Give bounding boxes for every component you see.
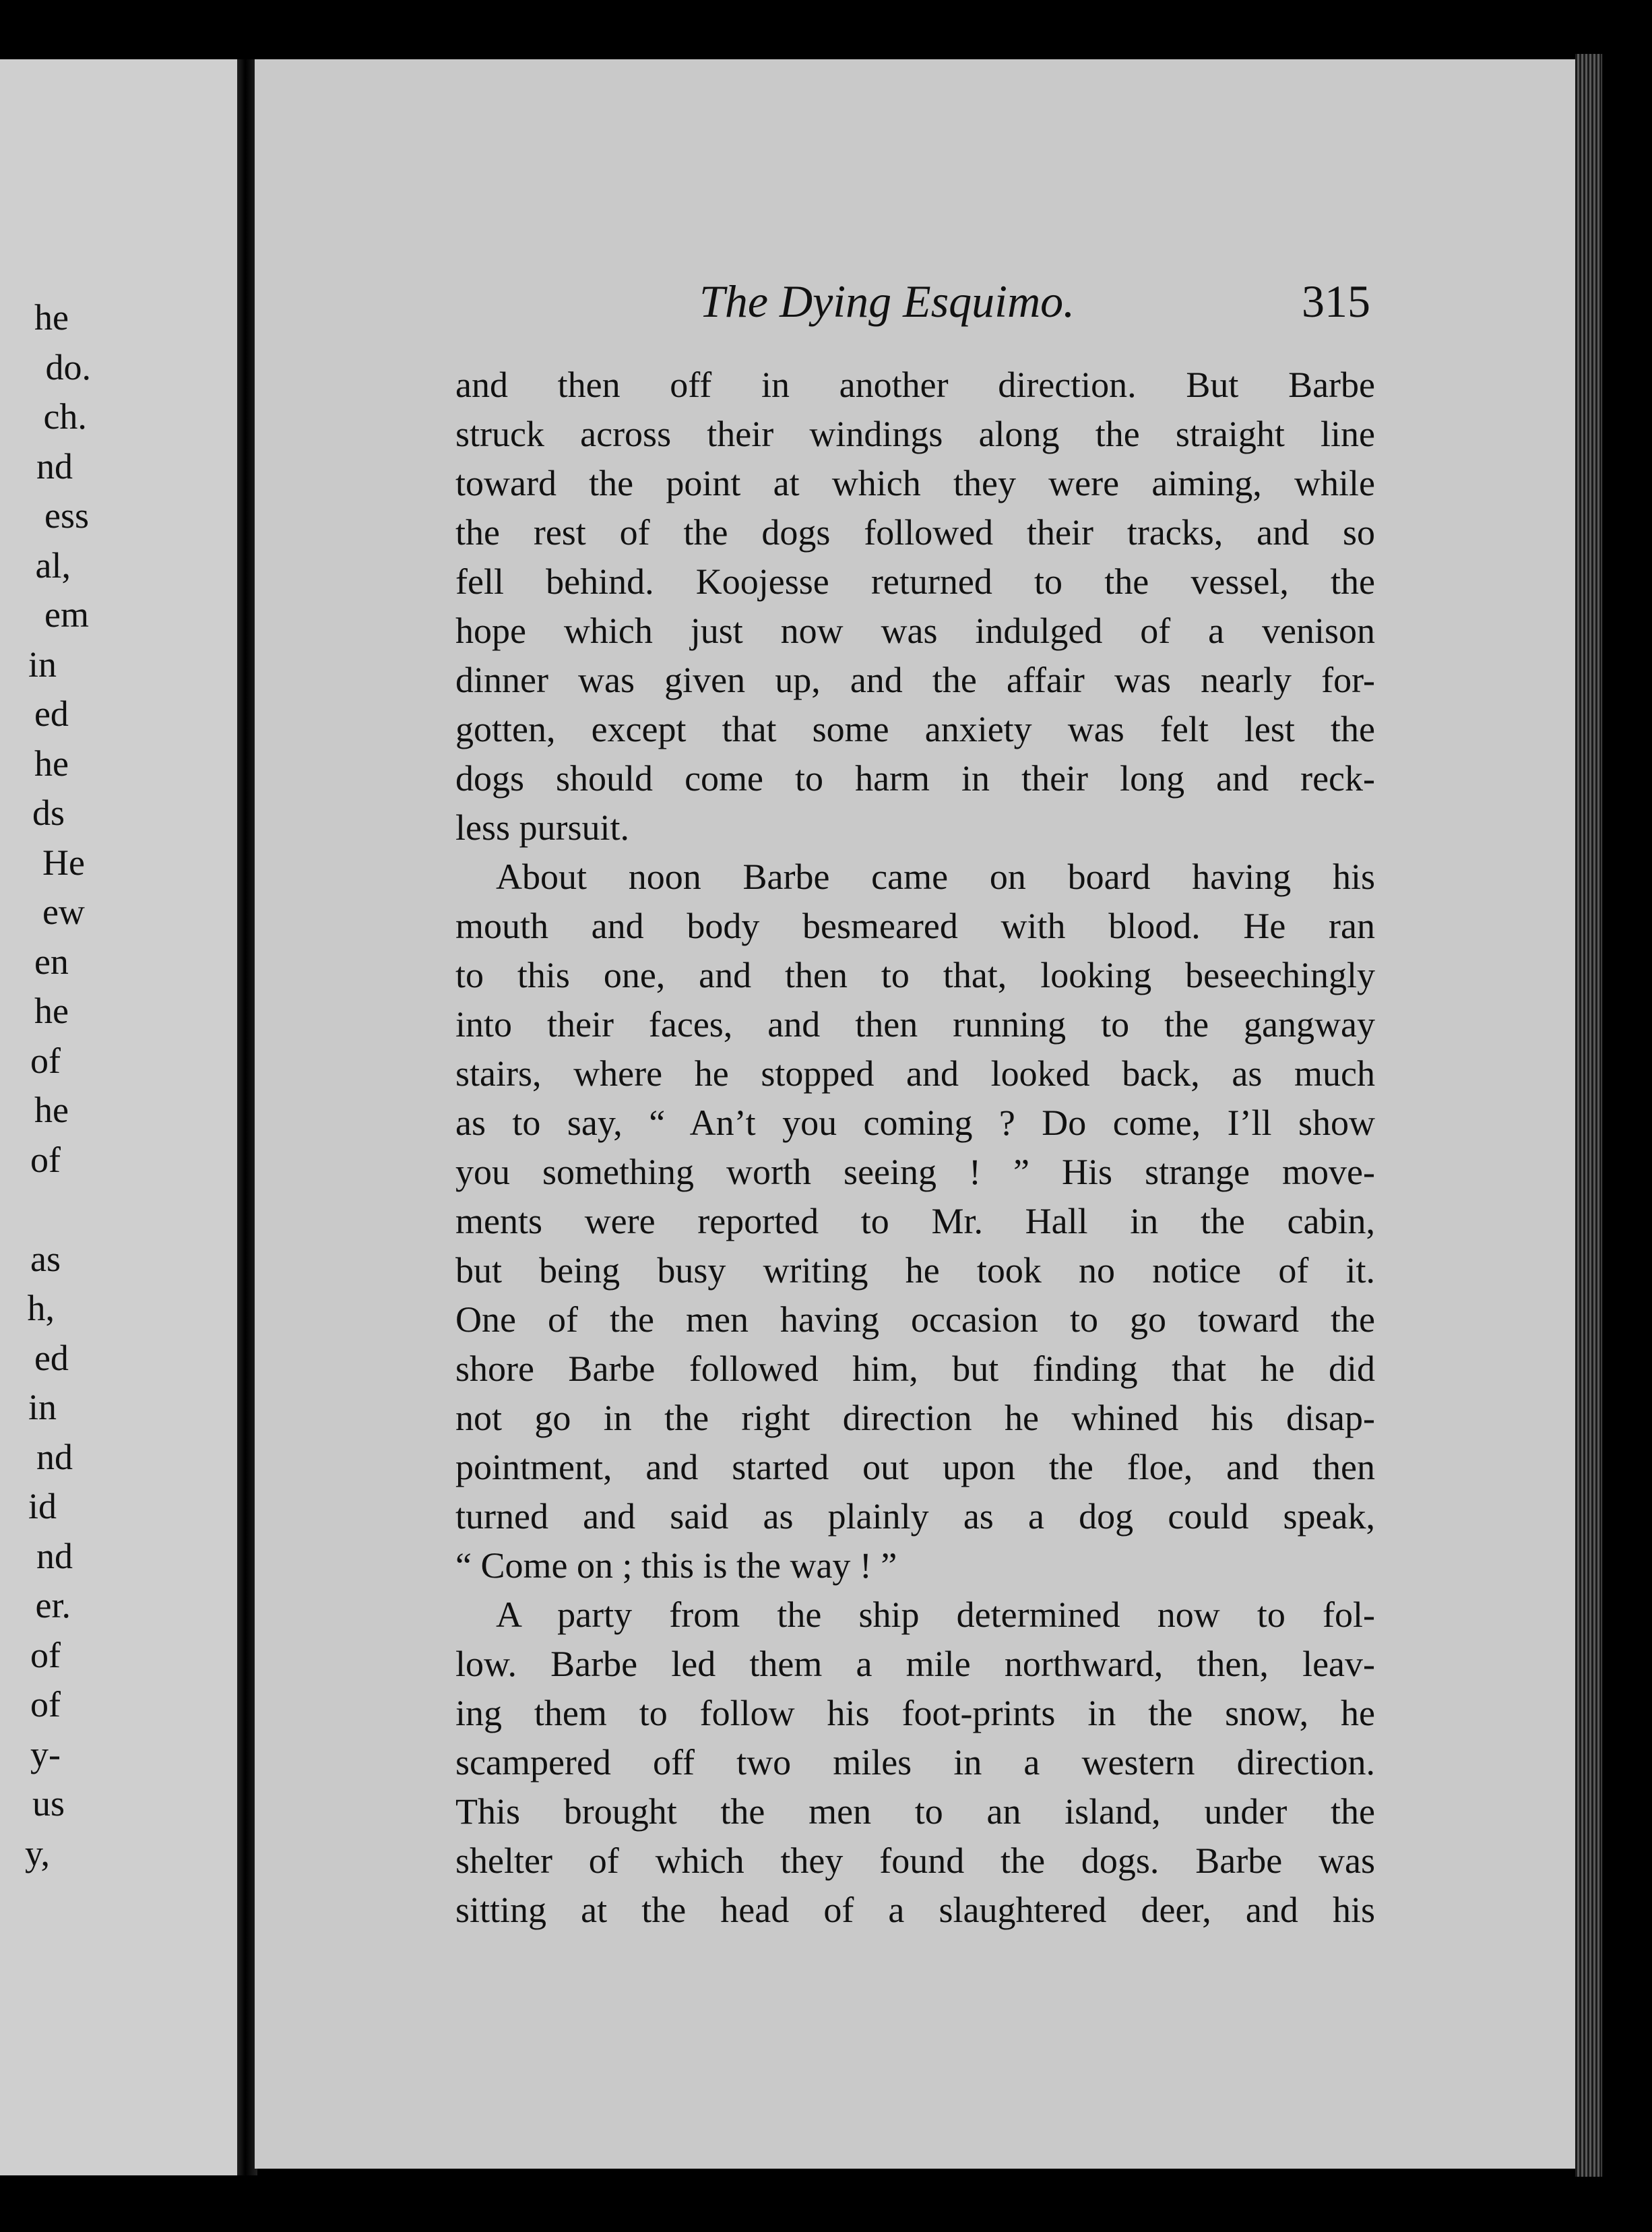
text-line: About noon Barbe came on board having his — [496, 857, 1375, 897]
left-page-fragment: em — [44, 594, 89, 635]
text-line: This brought the men to an island, under the — [455, 1791, 1375, 1832]
left-page-fragment: do. — [45, 346, 91, 388]
left-page-fragment: y, — [25, 1832, 50, 1873]
left-page-fragment: of — [30, 1684, 61, 1725]
text-line: gotten, except that some anxiety was felt lest the — [455, 709, 1375, 749]
text-line: less pursuit. — [455, 807, 630, 848]
text-line: stairs, where he stopped and looked back, as much — [455, 1053, 1375, 1094]
left-page-fragment: he — [34, 1090, 69, 1130]
text-line: into their faces, and then running to the gangway — [455, 1004, 1375, 1045]
left-page-fragment: al, — [35, 545, 71, 586]
text-line: One of the men having occasion to go toward the — [455, 1299, 1375, 1340]
left-page-fragment: nd — [36, 1436, 73, 1477]
text-line: hope which just now was indulged of a venison — [455, 611, 1375, 651]
text-line: fell behind. Koojesse returned to the vessel, the — [455, 561, 1375, 602]
body-text — [455, 361, 1375, 1935]
text-line: but being busy writing he took no notice of it. — [455, 1250, 1375, 1291]
left-page-fragment: en — [34, 941, 69, 982]
left-page-fragment: of — [30, 1040, 61, 1081]
running-head: The Dying Esquimo. — [699, 276, 1075, 327]
left-page-fragment: nd — [36, 1535, 73, 1576]
left-page-fragment: of — [30, 1634, 61, 1675]
text-line: low. Barbe led them a mile northward, then, leav- — [455, 1644, 1375, 1684]
left-page-fragment: as — [30, 1238, 61, 1279]
left-page-fragment: ed — [34, 1337, 69, 1378]
text-line: you something worth seeing ! ” His strange move- — [455, 1152, 1375, 1192]
left-page-fragments — [0, 59, 237, 2175]
left-page-fragment: us — [32, 1783, 65, 1824]
left-page-fragment: in — [28, 1387, 57, 1427]
text-line: to this one, and then to that, looking beseechingly — [455, 955, 1375, 995]
page-number: 315 — [1302, 276, 1370, 327]
text-line: scampered off two miles in a western direction. — [455, 1742, 1375, 1782]
text-line: the rest of the dogs followed their tracks, and so — [455, 512, 1375, 553]
text-line: struck across their windings along the straight line — [455, 414, 1375, 454]
text-line: mouth and body besmeared with blood. He ran — [455, 906, 1375, 946]
text-line: dogs should come to harm in their long and reck- — [455, 758, 1375, 799]
left-page-fragment: of — [30, 1139, 61, 1180]
left-page-fragment: in — [28, 644, 57, 685]
text-line: toward the point at which they were aiming, while — [455, 463, 1375, 503]
left-page-fragment: He — [42, 842, 85, 883]
left-page-fragment: ew — [42, 892, 85, 932]
text-line: dinner was given up, and the affair was nearly for- — [455, 660, 1375, 700]
left-page-fragment: he — [34, 991, 69, 1031]
left-page — [0, 59, 237, 2175]
text-line: and then off in another direction. But Barbe — [455, 365, 1375, 405]
left-page-fragment: he — [34, 297, 69, 338]
text-line: shore Barbe followed him, but finding that he did — [455, 1348, 1375, 1389]
text-line: not go in the right direction he whined his disap- — [455, 1398, 1375, 1438]
left-page-fragment: ds — [32, 793, 65, 833]
text-line: as to say, “ An’t you coming ? Do come, I’ll show — [455, 1103, 1375, 1143]
left-page-fragment: id — [28, 1486, 57, 1526]
left-page-fragment: ch. — [43, 396, 87, 437]
text-line: ments were reported to Mr. Hall in the cabin, — [455, 1201, 1375, 1241]
text-line: “ Come on ; this is the way ! ” — [455, 1545, 897, 1586]
left-page-fragment: ed — [34, 693, 69, 734]
left-page-fragment: nd — [36, 445, 73, 487]
text-line: pointment, and started out upon the floe, and then — [455, 1447, 1375, 1487]
left-page-fragment: h, — [27, 1288, 55, 1328]
text-line: A party from the ship determined now to fol- — [496, 1594, 1375, 1635]
text-line: turned and said as plainly as a dog could speak, — [455, 1496, 1375, 1537]
text-line: sitting at the head of a slaughtered deer, and his — [455, 1890, 1375, 1930]
left-page-fragment: he — [34, 743, 69, 784]
text-line: ing them to follow his foot-prints in the snow, he — [455, 1693, 1375, 1733]
left-page-fragment: y- — [30, 1733, 61, 1774]
page-edges — [1575, 54, 1602, 2177]
left-page-fragment: er. — [35, 1585, 71, 1625]
left-page-fragment: ess — [44, 495, 89, 536]
text-line: shelter of which they found the dogs. Barbe was — [455, 1840, 1375, 1881]
